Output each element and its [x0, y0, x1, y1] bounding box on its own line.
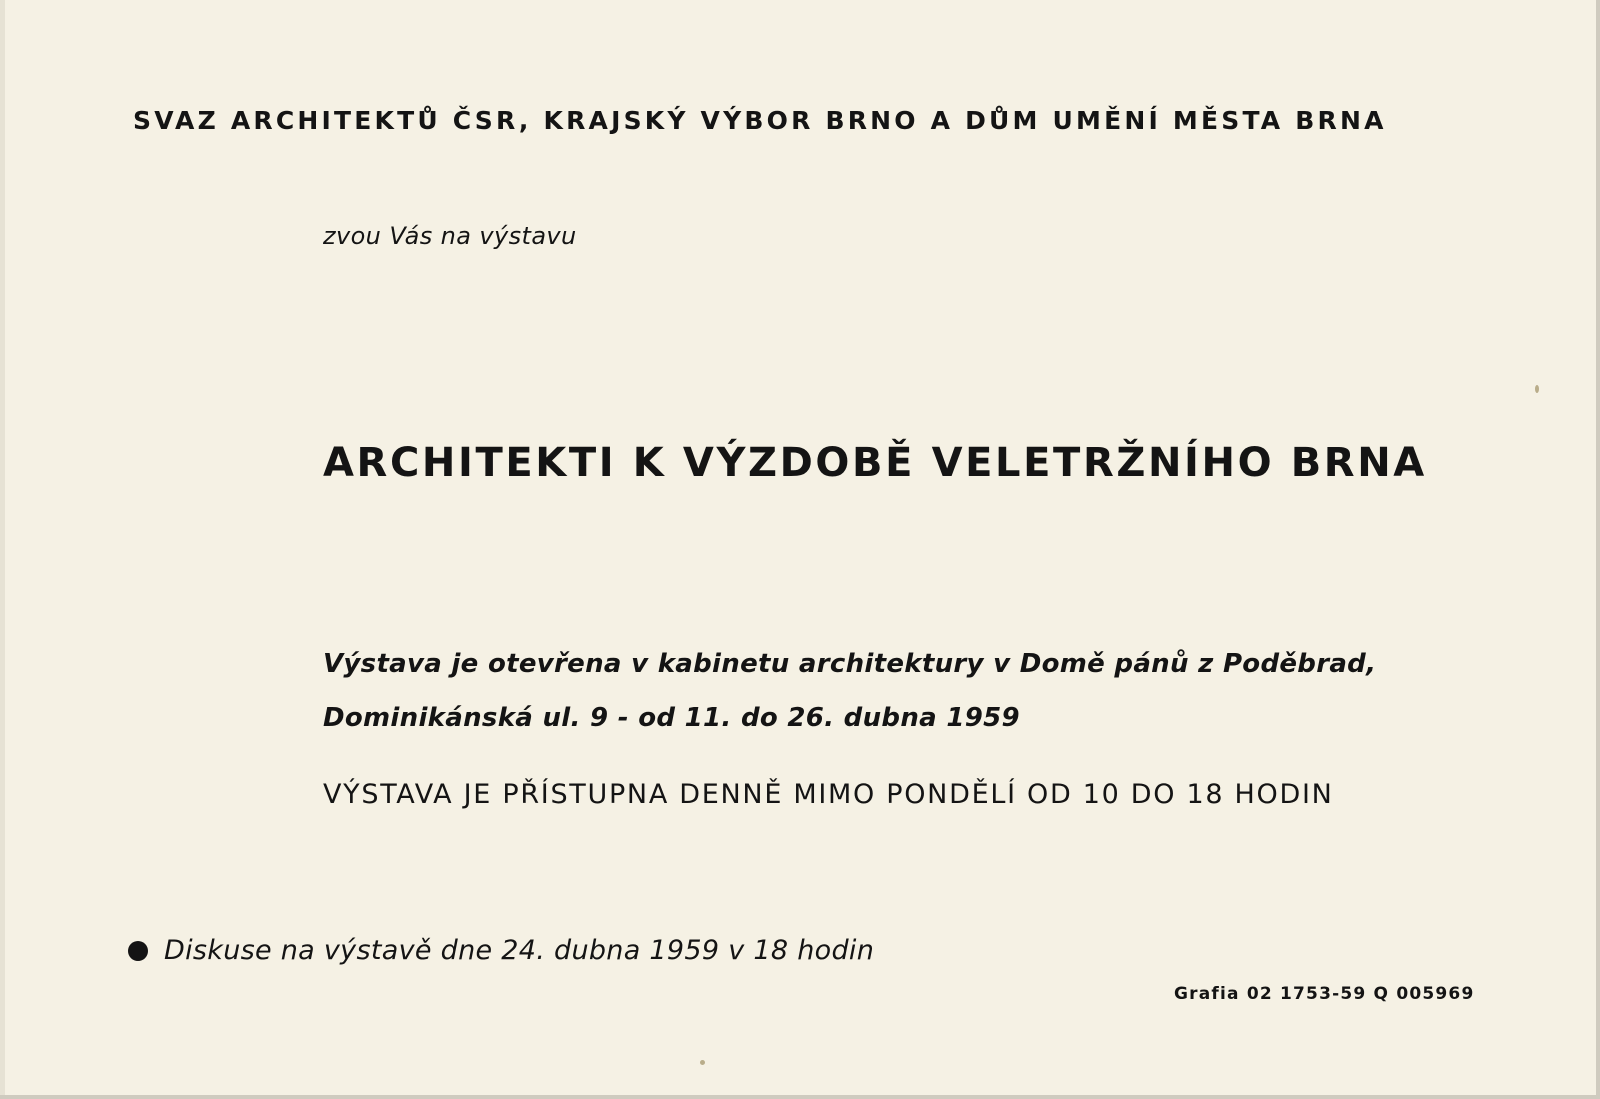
paper-speck	[1535, 385, 1539, 393]
invitation-intro: zvou Vás na výstavu	[323, 222, 577, 250]
paper-speck	[700, 1060, 705, 1065]
venue-line-2: Dominikánská ul. 9 - od 11. do 26. dubna 1959	[323, 703, 1020, 733]
opening-hours: VÝSTAVA JE PŘÍSTUPNA DENNĚ MIMO PONDĚLÍ OD 10 DO 18 HODIN	[323, 779, 1334, 810]
organizers-heading: SVAZ ARCHITEKTŮ ČSR, KRAJSKÝ VÝBOR BRNO A DŮM UMĚNÍ MĚSTA BRNA	[133, 106, 1387, 135]
exhibition-title: ARCHITEKTI K VÝZDOBĚ VELETRŽNÍHO BRNA	[323, 440, 1427, 486]
printer-mark: Grafia 02 1753-59 Q 005969	[1174, 984, 1475, 1004]
card-edge-shadow	[0, 0, 5, 1095]
bullet-icon	[128, 941, 148, 961]
discussion-note	[128, 935, 874, 966]
venue-line-1: Výstava je otevřena v kabinetu architektury v Domě pánů z Poděbrad,	[323, 649, 1377, 679]
discussion-text: Diskuse na výstavě dne 24. dubna 1959 v 18 hodin	[164, 935, 875, 966]
